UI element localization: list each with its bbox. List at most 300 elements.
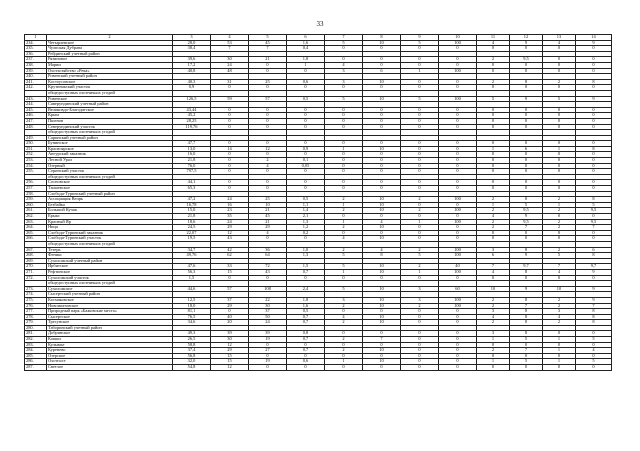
value-cell: 0 [363,107,401,113]
value-cell: 0 [439,57,477,63]
value-cell: 0 [543,275,576,281]
value-cell: 100 [439,96,477,102]
value-cell: 24 [211,197,249,203]
value-cell: 8 [510,79,543,85]
value-cell: 10 [249,202,287,208]
value-cell: 0 [401,46,439,52]
value-cell: 2 [325,247,363,253]
row-name: Сосновское [47,180,173,186]
value-cell: 56,8 [173,353,211,359]
value-cell: 0 [401,141,439,147]
value-cell: 37 [211,297,249,303]
value-cell: 0 [576,141,612,147]
value-cell: 0 [477,62,510,68]
value-cell: 7 [211,46,249,52]
value-cell: 5 [543,96,576,102]
value-cell: 8 [576,314,612,320]
header-cell: 4 [211,35,249,41]
value-cell: 0 [325,46,363,52]
value-cell: 1 [477,202,510,208]
value-cell: 16,78 [173,202,211,208]
row-name: Таборинский учетный район [47,325,173,331]
value-cell: 45 [249,40,287,46]
value-cell: 15 [211,359,249,365]
value-cell: 39,6 [173,57,211,63]
value-cell: 5 [401,96,439,102]
row-number: 239. [25,68,47,74]
value-cell: 40,8 [173,68,211,74]
value-cell: 1 [325,269,363,275]
row-number: 282. [25,337,47,343]
value-cell: 0 [287,118,325,124]
page-number: 33 [316,20,324,28]
value-cell: 29 [211,225,249,231]
value-cell: 0 [477,113,510,119]
row-name: Космаковское [47,297,173,303]
value-cell: 7 [576,225,612,231]
value-cell: 0 [401,163,439,169]
value-cell: 0 [439,146,477,152]
value-cell: 2 [543,225,576,231]
value-cell: 0 [249,275,287,281]
value-cell: 29 [249,225,287,231]
value-cell: 54,8 [173,365,211,371]
value-cell: 10 [363,79,401,85]
value-cell: 5 [510,337,543,343]
value-cell: 2 [543,197,576,203]
value-cell: 8 [576,309,612,315]
value-cell: 39 [249,331,287,337]
value-cell: 0 [287,169,325,175]
value-cell: 1,3 [287,219,325,225]
value-cell: 0 [401,169,439,175]
value-cell: 9 [510,214,543,220]
value-cell: 0 [543,186,576,192]
row-number: 260. [25,202,47,208]
value-cell: 0 [211,85,249,91]
value-cell: 5 [543,253,576,259]
row-number: 280. [25,325,47,331]
value-cell: 0 [363,230,401,236]
value-cell: 16,0 [173,152,211,158]
row-name: Большой Кучак [47,208,173,214]
value-cell: 9 [510,253,543,259]
value-cell: 19 [249,359,287,365]
row-number: 284. [25,348,47,354]
value-cell: 0 [543,85,576,91]
value-cell: 62 [211,253,249,259]
value-cell: 0 [543,118,576,124]
value-cell: 0 [439,62,477,68]
row-name: общедоступных охотничьих угодий [47,90,173,96]
value-cell: 0 [401,118,439,124]
value-cell: 12,5 [173,297,211,303]
value-cell: 100 [439,297,477,303]
value-cell: 7 [510,303,543,309]
value-cell: 24,5 [173,225,211,231]
value-cell: 9,5 [510,57,543,63]
value-cell: 1 [543,359,576,365]
row-number: 266. [25,236,47,242]
value-cell: 0 [439,107,477,113]
value-cell: 0,5 [287,309,325,315]
value-cell: 0 [325,186,363,192]
value-cell: 0 [325,230,363,236]
row-name: Рязиновое [47,57,173,63]
value-cell: 72 [249,264,287,270]
row-number: 270. [25,264,47,270]
value-cell: 1,2 [287,225,325,231]
header-cell: 11 [477,35,510,41]
value-cell: 0 [363,163,401,169]
value-cell: 0 [510,365,543,371]
row-number: 255. [25,169,47,175]
value-cell: 0 [439,158,477,164]
value-cell: 0 [363,113,401,119]
value-cell: 0 [211,180,249,186]
value-cell: 2 [543,208,576,214]
value-cell: 0 [477,46,510,52]
value-cell: 1,3 [287,253,325,259]
value-cell: 6 [363,68,401,74]
value-cell: 0 [510,169,543,175]
value-cell: 0 [325,124,363,130]
value-cell: 0 [439,331,477,337]
value-cell: 2 [401,208,439,214]
value-cell: 0 [477,107,510,113]
value-cell: 5 [510,359,543,365]
value-cell: 0 [439,337,477,343]
value-cell: 0 [401,202,439,208]
value-cell: 10 [363,236,401,242]
value-cell: 0 [401,113,439,119]
value-cell: 0 [477,152,510,158]
value-cell: 1 [543,337,576,343]
value-cell: 0,7 [287,348,325,354]
row-name: Куренево [47,348,173,354]
row-number: 259. [25,197,47,203]
value-cell: 0 [287,180,325,186]
value-cell: 0 [439,113,477,119]
value-cell: 0 [439,365,477,371]
value-cell: 0 [477,68,510,74]
row-name: Ница [47,225,173,231]
value-cell: 0,1 [287,158,325,164]
value-cell: 0 [211,163,249,169]
value-cell: 4 [543,314,576,320]
value-cell: 0 [363,365,401,371]
row-number: 268. [25,253,47,259]
value-cell: 0 [363,186,401,192]
value-cell: 2 [477,219,510,225]
value-cell: 3 [401,286,439,292]
value-cell: 9,5 [576,208,612,214]
value-cell: 0 [287,275,325,281]
value-cell: 0 [287,365,325,371]
row-name: Светлое [47,365,173,371]
value-cell: 0 [439,309,477,315]
value-cell: 47,6 [173,264,211,270]
value-cell: 5 [325,40,363,46]
value-cell: 12 [249,146,287,152]
value-cell: 0 [439,124,477,130]
row-name: Охотпост [47,359,173,365]
value-cell: 8 [510,320,543,326]
row-name: Озерское [47,353,173,359]
value-cell: 0 [477,158,510,164]
value-cell: 9,7 [576,264,612,270]
value-cell: 21,8 [173,214,211,220]
value-cell: 47,7 [173,141,211,147]
row-number: 247. [25,118,47,124]
value-cell: 100 [439,219,477,225]
value-cell: 8 [510,197,543,203]
value-cell: 0 [287,152,325,158]
value-cell: 30 [249,303,287,309]
row-name: Марии [47,62,173,68]
value-cell: 0 [325,353,363,359]
value-cell: 0 [363,85,401,91]
value-cell: 0 [576,169,612,175]
value-cell: 0 [439,180,477,186]
value-cell: 0 [401,158,439,164]
value-cell: 0 [363,353,401,359]
row-number: 263. [25,219,47,225]
value-cell: 76,5 [173,314,211,320]
value-cell: 0 [401,79,439,85]
value-cell: 0 [211,113,249,119]
value-cell: 0 [543,57,576,63]
value-cell: 0 [510,186,543,192]
value-cell: 15 [211,269,249,275]
value-cell: 10 [363,208,401,214]
value-cell: 0 [510,163,543,169]
value-cell: 0 [325,141,363,147]
value-cell: 8 [510,314,543,320]
value-cell: 19 [249,337,287,343]
table-row [25,365,612,371]
value-cell: 797,5 [173,169,211,175]
value-cell: 0 [249,113,287,119]
value-cell: 48 [211,68,249,74]
value-cell: 40,3 [173,79,211,85]
value-cell: 29 [211,348,249,354]
value-cell: 10 [363,40,401,46]
row-number: 246. [25,113,47,119]
row-name: Красноярское [47,146,173,152]
value-cell: 47,2 [173,197,211,203]
value-cell: 0 [543,68,576,74]
value-cell: 1 [287,62,325,68]
row-name: Кулымье [47,342,173,348]
value-cell: 19,5 [173,236,211,242]
value-cell: 8 [510,269,543,275]
value-cell: 0 [211,158,249,164]
value-cell: 0 [211,124,249,130]
value-cell: 0 [576,124,612,130]
value-cell: 7 [543,264,576,270]
value-cell: 30 [211,57,249,63]
value-cell: 0 [477,124,510,130]
value-cell: 0 [510,236,543,242]
row-number: 249. [25,135,47,141]
value-cell: 1 [477,337,510,343]
value-cell: 0 [325,180,363,186]
value-cell: 100 [439,253,477,259]
value-cell: 0 [287,141,325,147]
value-cell: 10 [363,146,401,152]
value-cell: 5 [510,202,543,208]
value-cell: 1,6 [287,303,325,309]
value-cell: 0 [543,152,576,158]
value-cell: 1 [401,269,439,275]
value-cell: 5 [325,96,363,102]
value-cell: 4 [543,269,576,275]
value-cell: 10 [363,297,401,303]
value-cell: 1 [477,359,510,365]
value-cell: 100 [439,208,477,214]
value-cell: 34,7 [173,247,211,253]
value-cell: 15,0 [173,208,211,214]
value-cell: 0 [211,141,249,147]
value-cell: 0 [576,275,612,281]
value-cell: 0 [401,152,439,158]
value-cell: 2,1 [287,214,325,220]
value-cell: 0 [576,85,612,91]
value-cell: 17,2 [173,62,211,68]
row-name: Ровенский учетный район [47,74,173,80]
value-cell: 0 [401,230,439,236]
value-cell: 0 [510,230,543,236]
value-cell: 0 [576,107,612,113]
value-cell: 1 [543,348,576,354]
value-cell: 4 [325,236,363,242]
value-cell: 7 [363,337,401,343]
value-cell: 0 [325,342,363,348]
value-cell: 0,2 [287,230,325,236]
value-cell: 0 [576,186,612,192]
row-name: общедоступных охотничьих угодий [47,241,173,247]
value-cell: 5 [576,359,612,365]
value-cell: 0 [576,230,612,236]
row-name: Ассоциация Вепрь [47,197,173,203]
value-cell: 2 [477,57,510,63]
value-cell: 64 [249,253,287,259]
value-cell: 0 [576,152,612,158]
value-cell: 5 [401,253,439,259]
value-cell: 2 [543,247,576,253]
value-cell: 45,2 [173,113,211,119]
value-cell: 0 [401,359,439,365]
value-cell: 23 [211,208,249,214]
value-cell: 22 [249,297,287,303]
value-cell: 0 [510,342,543,348]
value-cell: 0 [401,275,439,281]
row-number: 267. [25,247,47,253]
value-cell: 2 [325,348,363,354]
value-cell: 15 [211,353,249,359]
value-cell: 0 [401,107,439,113]
value-cell: 0,5 [287,197,325,203]
value-cell: 24 [211,62,249,68]
value-cell: 0 [477,365,510,371]
value-cell: 0 [576,113,612,119]
value-cell: 0 [401,348,439,354]
value-cell: 0 [401,314,439,320]
value-cell: 9 [576,286,612,292]
value-cell: 0 [543,230,576,236]
value-cell: 10 [363,303,401,309]
value-cell: 44,1 [173,180,211,186]
value-cell: 1 [325,359,363,365]
value-cell: 8 [576,197,612,203]
row-name: Крым [47,113,173,119]
value-cell: 0 [211,107,249,113]
row-name: Ерыкс [47,214,173,220]
value-cell: 2,4 [287,286,325,292]
value-cell: 8 [510,247,543,253]
value-cell: 0 [325,365,363,371]
value-cell: 0 [543,331,576,337]
value-cell: 10 [363,359,401,365]
value-cell: 0 [439,141,477,147]
value-cell: 0,7 [287,314,325,320]
value-cell: 0 [543,236,576,242]
row-name: Четырлевское [47,40,173,46]
value-cell: 0 [439,236,477,242]
value-cell: 1 [477,146,510,152]
value-cell: 0 [249,186,287,192]
value-cell: 0 [363,141,401,147]
value-cell: 3 [325,68,363,74]
value-cell: 8 [363,253,401,259]
value-cell: 4 [477,269,510,275]
value-cell: 0 [287,113,325,119]
value-cell: 0 [363,180,401,186]
value-cell: 2 [401,197,439,203]
value-cell: 0 [543,62,576,68]
value-cell: 26,5 [173,337,211,343]
value-cell: 3 [543,309,576,315]
row-name: Кошки [47,337,173,343]
value-cell: 2 [477,197,510,203]
value-cell: 0 [401,85,439,91]
value-cell: 0 [576,353,612,359]
value-cell: 0 [510,46,543,52]
value-cell: 2 [543,219,576,225]
value-cell: 0 [249,68,287,74]
value-cell: 49,76 [173,253,211,259]
value-cell: 43 [211,236,249,242]
value-cell: 0 [477,163,510,169]
value-cell: 0 [543,342,576,348]
value-cell: 10 [363,348,401,354]
value-cell: 0 [439,163,477,169]
value-cell: 0 [249,180,287,186]
row-number: 272. [25,275,47,281]
value-cell: 100 [439,303,477,309]
value-cell: 13,0 [173,146,211,152]
value-cell: 1,8 [287,57,325,63]
value-cell: 0 [325,107,363,113]
value-cell: 1 [401,219,439,225]
value-cell: 5 [576,337,612,343]
value-cell: 21 [249,57,287,63]
row-name: Сухоложский учетный район [47,258,173,264]
value-cell: 22,07 [173,230,211,236]
value-cell: 37 [249,309,287,315]
header-cell: 1 [25,35,47,41]
